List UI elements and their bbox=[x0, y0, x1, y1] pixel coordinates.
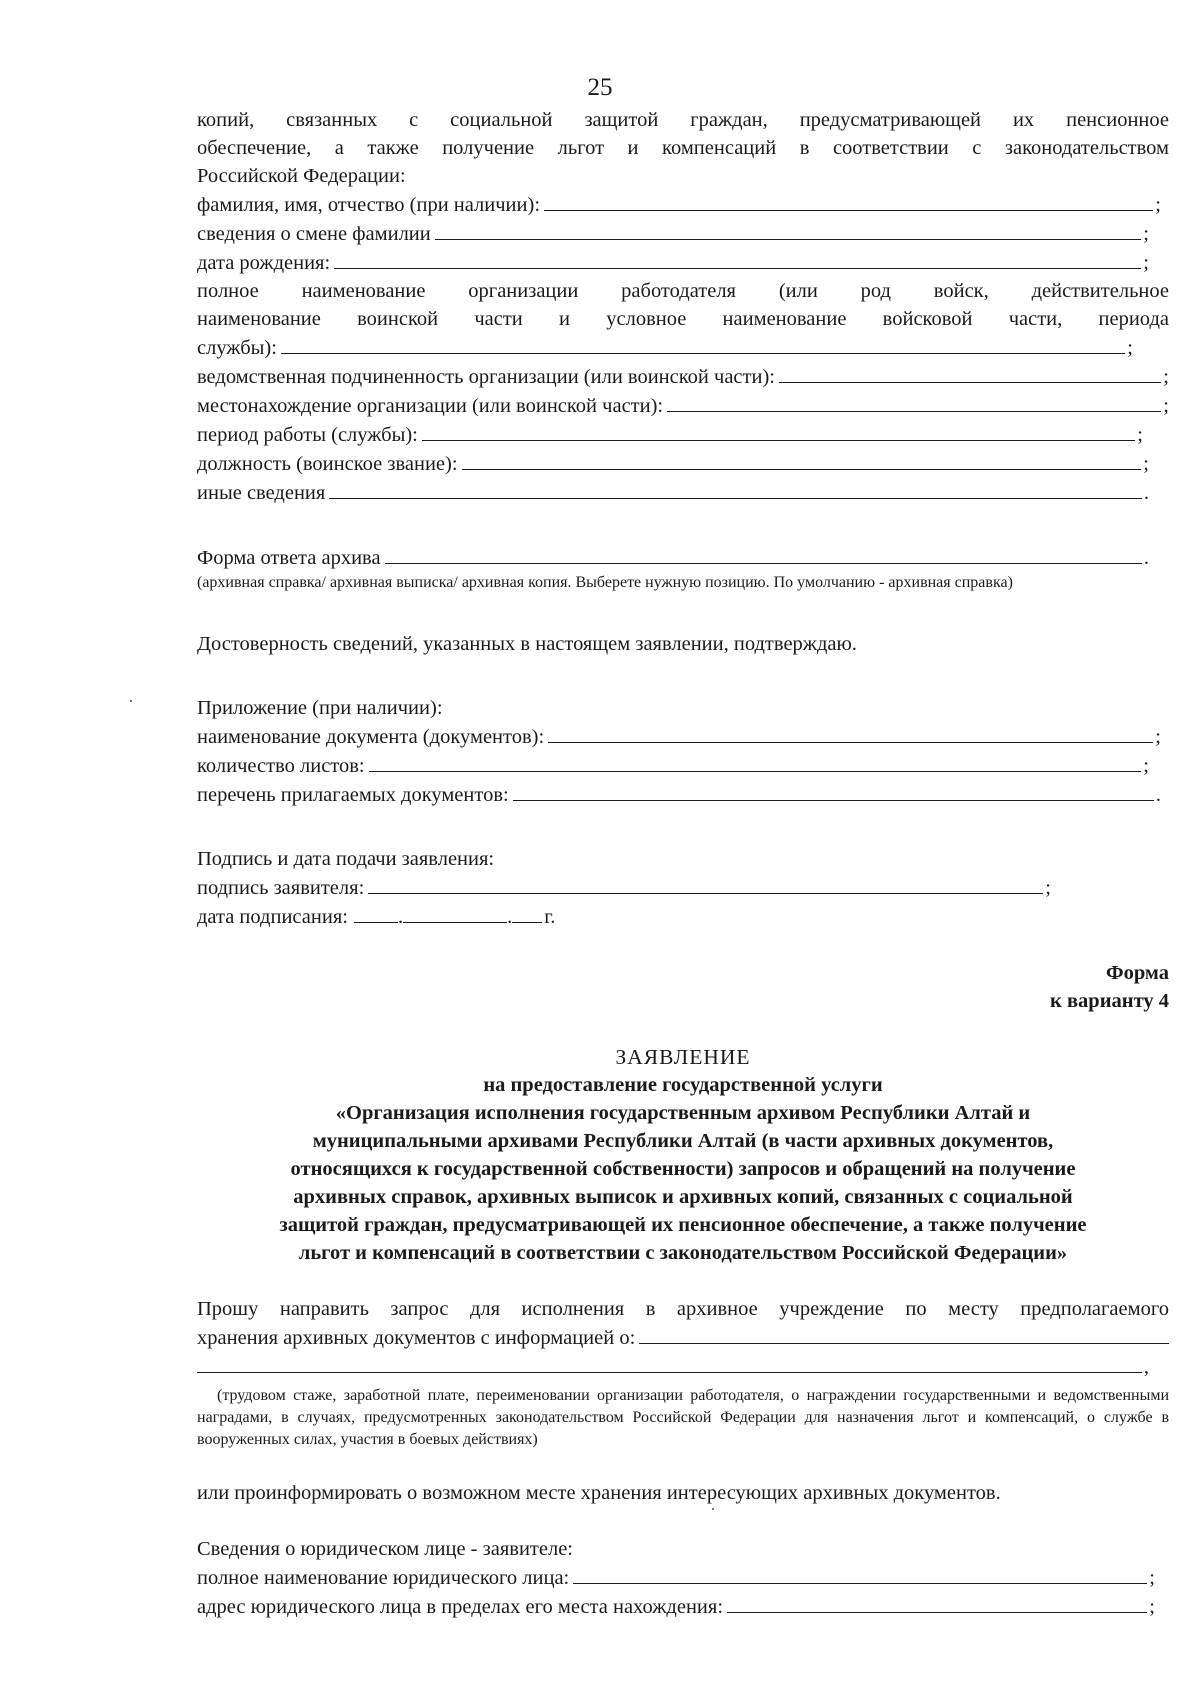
answer-form-label: Форма ответа архива bbox=[197, 547, 381, 569]
doc-list-label: перечень прилагаемых документов: bbox=[197, 784, 509, 806]
request-alternative: или проинформировать о возможном месте хранения интересующих архивных документов. bbox=[197, 1482, 1001, 1504]
position-field: должность (воинское звание): ; bbox=[197, 449, 1169, 478]
scan-speck bbox=[130, 700, 132, 702]
subordination-field: ведомственная подчиненность организации (или воинской части): ; bbox=[197, 362, 1169, 391]
service-line: льгот и компенсаций в соответствии с законодательством Российской Федерации» bbox=[298, 1242, 1068, 1264]
name-change-label: сведения о смене фамилии bbox=[197, 223, 431, 245]
service-period-input-line[interactable] bbox=[281, 333, 1125, 354]
intro-line: обеспечение, а также получение льгот и компенсаций в соответствии с законодательством bbox=[197, 137, 1169, 159]
name-change-field: сведения о смене фамилии ; bbox=[197, 219, 1169, 248]
work-period-label: период работы (службы): bbox=[197, 424, 418, 446]
doc-list-field: перечень прилагаемых документов: . bbox=[197, 780, 1169, 809]
request-info-input-line-2[interactable] bbox=[197, 1352, 1142, 1373]
position-input-line[interactable] bbox=[462, 449, 1142, 470]
subordination-label: ведомственная подчиненность организации (или воинской части): bbox=[197, 366, 775, 388]
work-period-input-line[interactable] bbox=[422, 420, 1135, 441]
statement-subtitle: на предоставление государственной услуги bbox=[483, 1074, 883, 1096]
doc-name-field: наименование документа (документов): ; bbox=[197, 722, 1169, 751]
signature-field: подпись заявителя: ; bbox=[197, 873, 1169, 902]
birth-date-label: дата рождения: bbox=[197, 252, 331, 274]
year-suffix: г. bbox=[544, 906, 556, 928]
other-info-field: иные сведения . bbox=[197, 478, 1169, 507]
legal-entity-header: Сведения о юридическом лице - заявителе: bbox=[197, 1538, 573, 1560]
date-month-line[interactable] bbox=[403, 902, 507, 923]
request-info-continuation: , bbox=[197, 1352, 1169, 1381]
form-variant: к варианту 4 bbox=[1050, 990, 1169, 1012]
date-day-line[interactable] bbox=[354, 902, 398, 923]
doc-list-input-line[interactable] bbox=[513, 780, 1154, 801]
request-info-input-line[interactable] bbox=[639, 1323, 1169, 1344]
org-line: наименование воинской части и условное наименование войсковой части, периода bbox=[197, 308, 1169, 330]
date-field: дата подписания: . . г. bbox=[197, 902, 1169, 931]
org-line: полное наименование организации работодателя (или род войск, действительное bbox=[197, 280, 1169, 302]
fio-label: фамилия, имя, отчество (при наличии): bbox=[197, 194, 541, 216]
location-input-line[interactable] bbox=[667, 391, 1161, 412]
attachment-header: Приложение (при наличии): bbox=[197, 697, 443, 719]
document-body bbox=[197, 106, 1169, 1621]
request-note: (трудовом стаже, заработной плате, переименовании организации работодателя, о награждении государственными и ведомственными наградами, в случаях, предусмотренных законодательством Российской Федерации для назначения льгот и компенсаций, о службе в вооруженных силах, участия в боевых действиях) bbox=[197, 1387, 1169, 1448]
legal-address-label: адрес юридического лица в пределах его места нахождения: bbox=[197, 1596, 724, 1618]
legal-address-field: адрес юридического лица в пределах его места нахождения: ; bbox=[197, 1592, 1169, 1621]
page-number: 25 bbox=[587, 74, 613, 101]
birth-date-field: дата рождения: ; bbox=[197, 248, 1169, 277]
answer-form-note: (архивная справка/ архивная выписка/ архивная копия. Выберете нужную позицию. По умолчанию - архивная справка) bbox=[197, 574, 1013, 591]
legal-address-input-line[interactable] bbox=[727, 1592, 1147, 1613]
name-change-input-line[interactable] bbox=[435, 219, 1142, 240]
fio-input-line[interactable] bbox=[544, 190, 1153, 211]
service-line: архивных справок, архивных выписок и архивных копий, связанных с социальной bbox=[293, 1186, 1073, 1208]
date-label: дата подписания: bbox=[197, 906, 348, 928]
legal-name-label: полное наименование юридического лица: bbox=[197, 1567, 570, 1589]
signature-input-line[interactable] bbox=[368, 873, 1043, 894]
sheets-input-line[interactable] bbox=[369, 751, 1142, 772]
statement-title: ЗАЯВЛЕНИЕ bbox=[615, 1045, 751, 1069]
service-period-field: службы): ; bbox=[197, 333, 1169, 362]
service-line: защитой граждан, предусматривающей их пенсионное обеспечение, а также получение bbox=[279, 1214, 1087, 1236]
answer-form-field: Форма ответа архива . bbox=[197, 543, 1169, 572]
scan-speck bbox=[712, 1508, 714, 1510]
sheets-label: количество листов: bbox=[197, 755, 365, 777]
request-info-field bbox=[197, 1323, 1169, 1352]
request-line: Прошу направить запрос для исполнения в архивное учреждение по месту предполагаемого bbox=[197, 1298, 1169, 1320]
doc-name-input-line[interactable] bbox=[548, 722, 1153, 743]
legal-name-input-line[interactable] bbox=[573, 1563, 1147, 1584]
sheets-field: количество листов: ; bbox=[197, 751, 1169, 780]
intro-line: Российской Федерации: bbox=[197, 165, 406, 187]
location-field: местонахождение организации (или воинской части): ; bbox=[197, 391, 1169, 420]
work-period-field: период работы (службы): ; bbox=[197, 420, 1169, 449]
date-year-line[interactable] bbox=[512, 902, 542, 923]
service-line: относящихся к государственной собственности) запросов и обращений на получение bbox=[290, 1158, 1076, 1180]
legal-name-field: полное наименование юридического лица: ; bbox=[197, 1563, 1169, 1592]
service-line: «Организация исполнения государственным архивом Республики Алтай и bbox=[335, 1102, 1031, 1124]
subordination-input-line[interactable] bbox=[779, 362, 1161, 383]
service-period-label: службы): bbox=[197, 337, 277, 359]
location-label: местонахождение организации (или воинской части): bbox=[197, 395, 664, 417]
birth-date-input-line[interactable] bbox=[334, 248, 1141, 269]
service-line: муниципальными архивами Республики Алтай (в части архивных документов, bbox=[312, 1130, 1054, 1152]
signature-header: Подпись и дата подачи заявления: bbox=[197, 848, 495, 870]
intro-line: копий, связанных с социальной защитой граждан, предусматривающей их пенсионное bbox=[197, 109, 1169, 131]
fio-field: фамилия, имя, отчество (при наличии): ; bbox=[197, 190, 1169, 219]
other-info-input-line[interactable] bbox=[329, 478, 1142, 499]
other-info-label: иные сведения bbox=[197, 482, 326, 504]
doc-name-label: наименование документа (документов): bbox=[197, 726, 545, 748]
position-label: должность (воинское звание): bbox=[197, 453, 458, 475]
form-label: Форма bbox=[1105, 962, 1169, 984]
confirmation-text: Достоверность сведений, указанных в настоящем заявлении, подтверждаю. bbox=[197, 633, 857, 655]
signature-label: подпись заявителя: bbox=[197, 877, 365, 899]
answer-form-input-line[interactable] bbox=[385, 543, 1142, 564]
request-info-label: хранения архивных документов с информацией о: bbox=[197, 1327, 636, 1349]
